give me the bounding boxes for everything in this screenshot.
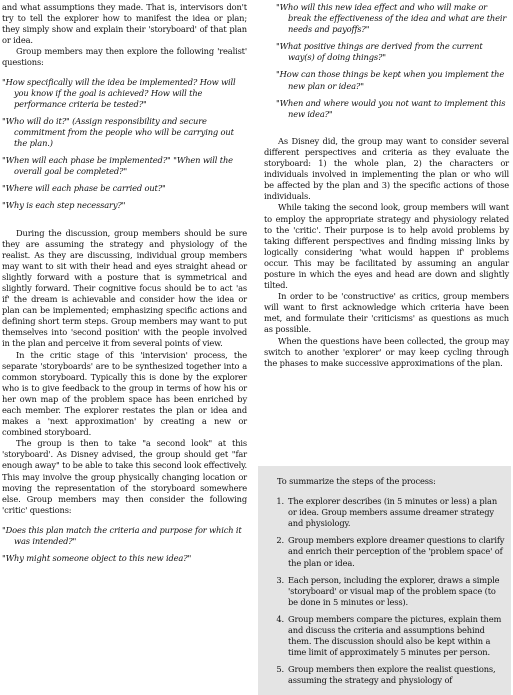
left-column bbox=[2, 2, 247, 570]
step-text: Each person, including the explorer, draws a simple 'storyboard' or visual map of the problem space (to be done in 5 minutes or less). bbox=[288, 574, 500, 607]
summary-step bbox=[258, 664, 505, 686]
critic-question: "Does this plan match the criteria and purpose for which it was intended?" bbox=[2, 524, 242, 547]
step-text: Group members compare the pictures, explain them and discuss the criteria and assumptions behind them. The discussion should also be kept within a time limit of approximately 5 minutes per person. bbox=[288, 613, 502, 658]
critic-question: "Why might someone object to this new idea?" bbox=[2, 553, 192, 564]
summary-box bbox=[258, 466, 511, 695]
realist-question: "How specifically will the idea be implemented? How will you know if the goal is achieved? How will the performance criteria be tested?" bbox=[2, 76, 236, 109]
step-text: Group members then explore the realist questions, assuming the strategy and physiology of bbox=[288, 664, 496, 686]
realist-question: "Where will each phase be carried out?" bbox=[2, 183, 166, 194]
realist-question: "When will each phase be implemented?" "When will the overall goal be completed?" bbox=[2, 155, 233, 177]
realist-question: "Why is each step necessary?" bbox=[2, 200, 126, 211]
summary-step bbox=[258, 575, 505, 608]
summary-step-list bbox=[258, 496, 511, 686]
step-number: 3. bbox=[276, 574, 284, 585]
paragraph-cycle: When the questions have been collected, the group may switch to another 'explorer' or may keep cycling through the phases to make successive approximations of the plan. bbox=[264, 335, 509, 368]
step-text: Group members explore dreamer questions to clarify and enrich their perception of the 'problem space' of the plan or idea. bbox=[288, 535, 505, 568]
paragraph-critic-stage: In the critic stage of this 'intervision' process, the separate 'storyboards' are to be synthesized together into a common storyboard. Typically this is done by the explorer who is to give feedback to the group in terms of how his or her own map of the problem space has been enriched by each member. The explorer restates the plan or idea and makes a 'next approximation' by creating a new or combined storyboard. bbox=[2, 349, 247, 438]
critic-question: "How can those things be kept when you implement the new plan or idea?" bbox=[276, 69, 505, 91]
paragraph-intro: and what assumptions they made. That is, intervisors don't try to tell the explorer how to manifest the idea or plan; they simply show and explain their 'storyboard' of that plan or idea. bbox=[2, 2, 247, 46]
step-number: 2. bbox=[276, 535, 284, 546]
critic-question-list bbox=[2, 525, 247, 564]
realist-question-list bbox=[2, 77, 247, 212]
paragraph-discussion: During the discussion, group members should be sure they are assuming the strategy and physiology of the realist. As they are discussing, individual group members may want to sit with their head and eyes straight ahead or slightly forward with a posture that is symmetrical and slightly forward. Their cognitive focus should be to act 'as if' the dream is achievable and consider how the idea or plan can be implemented; emphasizing specific actions and defining short term steps. Group members may want to put themselves into 'second position' with the people involved in the plan and perceive it from several points of view. bbox=[2, 227, 247, 349]
critic-question: "What positive things are derived from the current way(s) of doing things?" bbox=[276, 41, 483, 63]
critic-question-list-continued bbox=[264, 2, 509, 120]
right-column bbox=[264, 2, 509, 369]
summary-step bbox=[258, 496, 505, 529]
step-number: 5. bbox=[276, 664, 284, 675]
summary-intro: To summarize the steps of the process: bbox=[277, 476, 436, 486]
step-text: The explorer describes (in 5 minutes or less) a plan or idea. Group members assume dreamer strategy and physiology. bbox=[288, 496, 498, 529]
paragraph-realist-lead: Group members may then explore the following 'realist' questions: bbox=[2, 46, 247, 68]
realist-question: "Who will do it?" (Assign responsibility and secure commitment from the people who will be carrying out the plan.) bbox=[2, 115, 234, 149]
step-number: 4. bbox=[276, 613, 284, 624]
step-number: 1. bbox=[276, 496, 284, 507]
critic-question: "When and where would you not want to implement this new idea?" bbox=[276, 97, 506, 119]
paragraph-critic-physiology: While taking the second look, group members will want to employ the appropriate strategy and physiology related to the 'critic'. Their purpose is to help avoid problems by taking different perspectives and finding missing links by logically considering 'what would happen if' problems occur. This may be facilitated by assuming an angular posture in which the eyes and head are down and slightly tilted. bbox=[264, 202, 509, 291]
critic-question: "Who will this new idea effect and who will make or break the effectiveness of the idea and what are their needs and payoffs?" bbox=[276, 2, 507, 35]
paragraph-perspectives: As Disney did, the group may want to consider several different perspectives and criteria as they evaluate the storyboard: 1) the whole plan, 2) the characters or individuals involved in implementing the plan or who will be affected by the plan and 3) the specific actions of those individuals. bbox=[264, 135, 509, 202]
summary-step bbox=[258, 535, 505, 568]
summary-step bbox=[258, 614, 505, 658]
paragraph-constructive: In order to be 'constructive' as critics, group members will want to first acknowledge which criteria have been met, and formulate their 'criticisms' as questions as much as possible. bbox=[264, 291, 509, 335]
paragraph-second-look: The group is then to take "a second look" at this 'storyboard'. As Disney advised, the group should get "far enough away" to be able to take this second look effectively. This may involve the group physically changing location or moving the representation of the storyboard somewhere else. Group members may then consider the following 'critic' questions: bbox=[2, 438, 247, 515]
